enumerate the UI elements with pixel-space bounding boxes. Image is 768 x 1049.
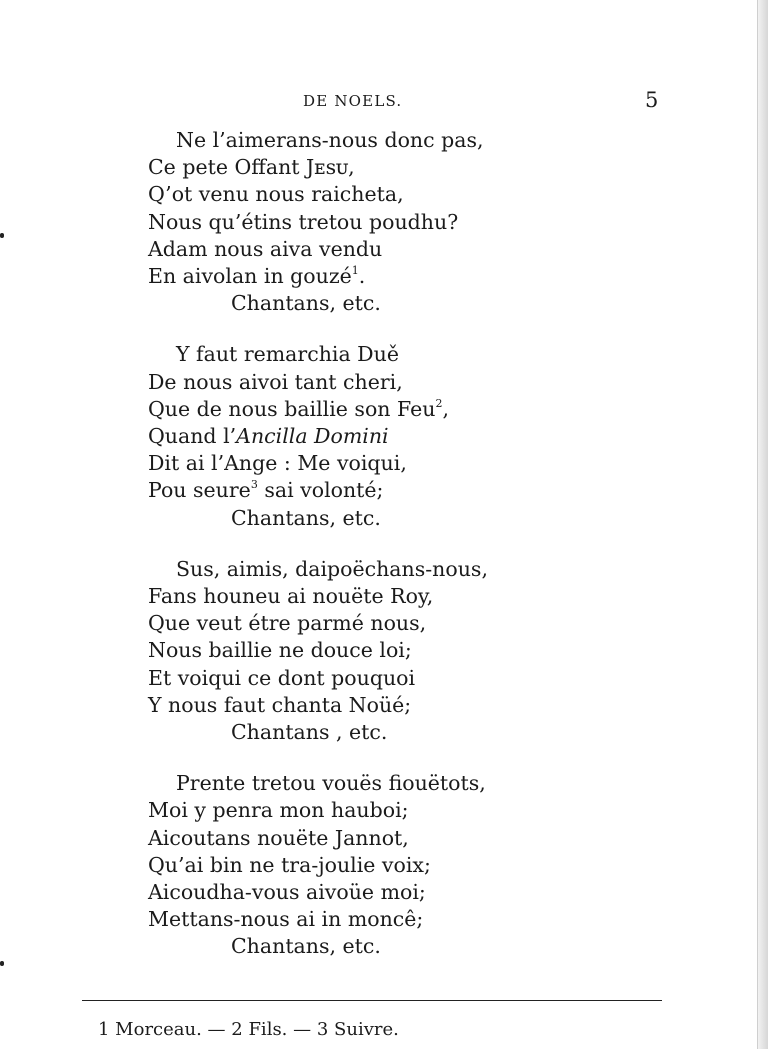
refrain: Chantans , etc.: [231, 720, 388, 745]
verse-text: Sus, aimis, daipoëchans-nous,: [176, 556, 488, 581]
verse-text: Mettans-nous ai in moncê;: [148, 907, 424, 932]
refrain: Chantans, etc.: [231, 505, 381, 530]
margin-speck: [0, 961, 4, 966]
page-number: 5: [645, 88, 659, 112]
verse-line: [148, 154, 588, 181]
refrain: Chantans, etc.: [231, 291, 381, 316]
verse-text: Prente tretou vouës fiouëtots,: [176, 771, 486, 796]
running-head: [0, 88, 768, 116]
verse-line: [148, 879, 588, 906]
verse-line: [148, 369, 588, 396]
verse-line: [148, 610, 588, 637]
verse-text: Nous baillie ne douce loi;: [148, 638, 412, 663]
verse-line: [148, 423, 588, 450]
verse-line: [148, 825, 588, 852]
verse-line: [148, 396, 588, 423]
verse-line: [148, 209, 588, 236]
verse-text-after: .: [358, 264, 366, 289]
verse-line: [148, 797, 588, 824]
verse-text: Pou seure: [148, 478, 251, 503]
verse-line: [148, 906, 588, 933]
margin-speck: [0, 233, 4, 238]
verse-text: Ce pete Offant Jᴇsᴜ,: [148, 155, 355, 180]
verse-line: [148, 852, 588, 879]
verse-text: Que veut étre parmé nous,: [148, 611, 427, 636]
verse-text: Qu’ai bin ne tra-joulie voix;: [148, 852, 431, 877]
verse-text: Dit ai l’Ange : Me voiqui,: [148, 451, 407, 476]
footnote-marker: 3: [250, 478, 258, 492]
refrain: Chantans, etc.: [231, 934, 381, 959]
verse-text: En aivolan in gouzé: [148, 264, 352, 289]
stanza: [148, 770, 588, 960]
verse-text-after: ,: [442, 396, 449, 421]
running-title: DE NOELS.: [303, 92, 403, 110]
verse-text: Aicoutans nouëte Jannot,: [148, 825, 409, 850]
verse-text: Aicoudha-vous aivoüe moi;: [148, 880, 426, 905]
footnotes: 1 Morceau. — 2 Fils. — 3 Suivre.: [98, 1019, 399, 1040]
verse-text-after: sai volonté;: [257, 478, 384, 503]
verse-text: Fans houneu ai nouëte Roy,: [148, 584, 434, 609]
verse-line: [148, 665, 588, 692]
stanza: [148, 127, 588, 317]
verse-line: [148, 127, 588, 154]
verse-text: Y faut remarchia Duě: [176, 342, 399, 367]
verse-line: [148, 477, 588, 504]
verse-line: [148, 341, 588, 368]
verse-italic: Ancilla Domini: [236, 424, 389, 449]
footnote-marker: 2: [435, 396, 443, 410]
stanza: [148, 556, 588, 746]
verse-line: [148, 556, 588, 583]
verse-text: Et voiqui ce dont pouquoi: [148, 665, 416, 690]
stanza: [148, 341, 588, 531]
verse-line: [148, 450, 588, 477]
footnote-marker: 1: [351, 264, 359, 278]
verse-text: Que de nous baillie son Feu: [148, 396, 436, 421]
page-edge: [757, 0, 768, 1049]
verse-text: Moi y penra mon hauboi;: [148, 798, 409, 823]
verse-text: Ne l’aimerans-nous donc pas,: [176, 128, 484, 152]
verse-text: Q’ot venu nous raicheta,: [148, 182, 404, 207]
verse-text: De nous aivoi tant cheri,: [148, 369, 403, 394]
verse-line: [148, 637, 588, 664]
verse-line: [148, 263, 588, 290]
verse-line: [148, 236, 588, 263]
verse-line: [148, 583, 588, 610]
footnote-rule: [82, 1000, 662, 1001]
verse-text: Quand l’: [148, 424, 237, 449]
verse-text: Adam nous aiva vendu: [148, 236, 383, 261]
verse-text: Y nous faut chanta Noüé;: [148, 692, 412, 717]
verse-text: Nous qu’étins tretou poudhu?: [148, 209, 459, 234]
poem: [148, 127, 588, 985]
verse-line: [148, 770, 588, 797]
verse-line: [148, 692, 588, 719]
verse-line: [148, 181, 588, 208]
